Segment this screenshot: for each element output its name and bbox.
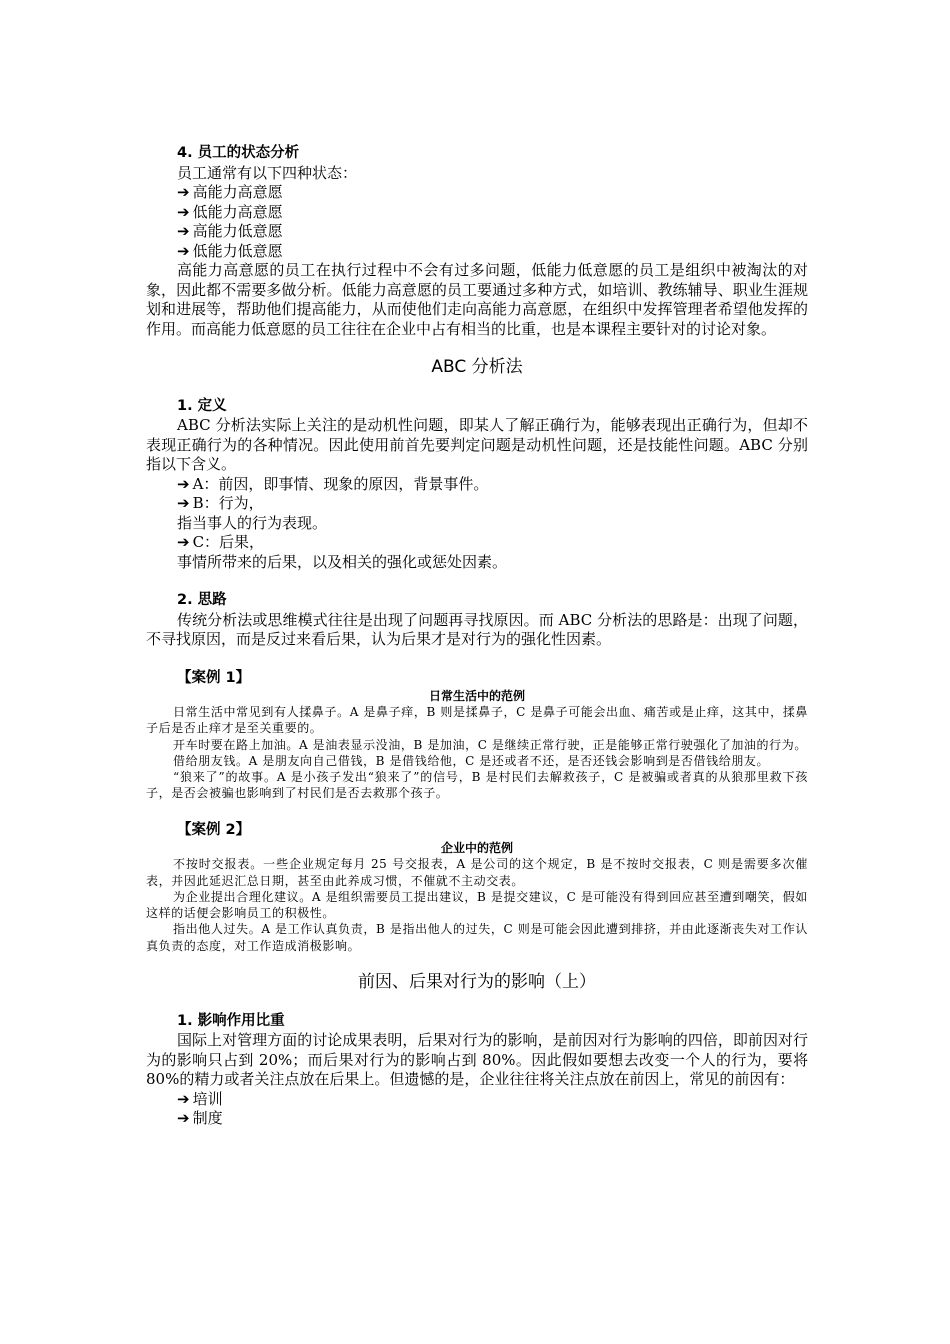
arrow-icon: ➔ [177, 1089, 190, 1108]
paragraph-idea: 传统分析法或思维模式往往是出现了问题再寻找原因。而 ABC 分析法的思路是：出现了问题，不寻找原因，而是反过来看后果，认为后果才是对行为的强化性因素。 [146, 610, 808, 648]
case-item: 日常生活中常见到有人揉鼻子。A 是鼻子痒，B 则是揉鼻子，C 是鼻子可能会出血、痛苦或是止痒，这其中，揉鼻子后是否止痒才是至关重要的。 [146, 705, 808, 736]
arrow-icon: ➔ [177, 474, 190, 493]
arrow-icon: ➔ [177, 494, 190, 512]
paragraph-influence: 国际上对管理方面的讨论成果表明，后果对行为的影响，是前因对行为影响的四倍，即前因对行为的影响只占到 20%；而后果对行为的影响占到 80%。因此假如要想去改变一个人的行为，要将 80%的精力或者关注点放在后果上。但遗憾的是，企业往往将关注点放在前因上，常见的前因有： [146, 1031, 808, 1089]
document-page [146, 144, 808, 1129]
arrow-icon: ➔ [177, 202, 190, 221]
heading-definition: 1. 定义 [177, 397, 227, 414]
line-b-detail: 指当事人的行为表现。 [177, 513, 328, 532]
paragraph-definition: ABC 分析法实际上关注的是动机性问题，即某人了解正确行为，能够表现出正确行为，但却不表现正确行为的各种情况。因此使用前首先要判定问题是动机性问题，还是技能性问题。ABC 分别指以下含义。 [146, 416, 808, 473]
case-item: “狼来了”的故事。A 是小孩子发出“狼来了”的信号，B 是村民们去解救孩子，C 是被骗或者真的从狼那里救下孩子，是否会被骗也影响到了村民们是否去救那个孩子。 [146, 770, 808, 801]
case-title-1: 日常生活中的范例 [428, 689, 525, 703]
arrow-icon: ➔ [177, 222, 190, 240]
bullet-item: ➔ 培训 [177, 1089, 223, 1108]
paragraph-employee-status: 高能力高意愿的员工在执行过程中不会有过多问题，低能力低意愿的员工是组织中被淘汰的对象，因此都不需要多做分析。低能力高意愿的员工要通过多种方式，如培训、教练辅导、职业生涯规划和进展等，帮助他们提高能力，从而使他们走向高能力高意愿，在组织中发挥管理者希望他发挥的作用。而高能力低意愿的员工往往在企业中占有相当的比重，也是本课程主要针对的讨论对象。 [146, 261, 808, 338]
case-item: 不按时交报表。一些企业规定每月 25 号交报表，A 是公司的这个规定，B 是不按时交报表，C 则是需要多次催表，并因此延迟汇总日期，甚至由此养成习惯，不催就不主动交表。 [146, 857, 808, 888]
bullet-item: ➔ 低能力低意愿 [177, 241, 283, 260]
arrow-icon: ➔ [177, 183, 190, 201]
case-title-2: 企业中的范例 [440, 841, 513, 856]
bullet-item: ➔ 低能力高意愿 [177, 202, 283, 221]
bullet-item: ➔ 制度 [177, 1109, 223, 1128]
case-item: 开车时要在路上加油。A 是油表显示没油，B 是加油，C 是继续正常行驶，正是能够正常行驶强化了加油的行为。 [173, 737, 807, 752]
heading-employee-status: 4. 员工的状态分析 [177, 145, 300, 161]
case-label-1: 【案例 1】 [177, 669, 251, 686]
heading-idea: 2. 思路 [177, 592, 227, 608]
heading-influence-ratio: 1. 影响作用比重 [177, 1012, 285, 1029]
section-title-abc: ABC 分析法 [431, 357, 523, 377]
case-label-2: 【案例 2】 [177, 821, 251, 838]
bullet-item-a: ➔ A：前因，即事情、现象的原因，背景事件。 [177, 474, 489, 493]
bullet-item: ➔ 高能力低意愿 [177, 222, 283, 240]
arrow-icon: ➔ [177, 1109, 190, 1128]
intro-line: 员工通常有以下四种状态： [177, 163, 358, 182]
case-item: 借给朋友钱。A 是朋友向自己借钱，B 是借钱给他，C 是还或者不还，是否还钱会影响到是否借钱给朋友。 [173, 753, 770, 768]
arrow-icon: ➔ [177, 241, 190, 260]
case-item: 指出他人过失。A 是工作认真负责，B 是指出他人的过失，C 则是可能会因此遭到排挤，并由此逐渐丧失对工作认真负责的态度，对工作造成消极影响。 [146, 922, 808, 953]
line-c-detail: 事情所带来的后果，以及相关的强化或惩处因素。 [177, 552, 508, 571]
bullet-item-c: ➔ C：后果， [177, 533, 265, 551]
section-title-influence: 前因、后果对行为的影响（上） [358, 972, 596, 993]
bullet-item: ➔ 高能力高意愿 [177, 183, 283, 201]
bullet-item-b: ➔ B：行为， [177, 494, 264, 512]
arrow-icon: ➔ [177, 533, 190, 551]
case-item: 为企业提出合理化建议。A 是组织需要员工提出建议，B 是提交建议，C 是可能没有得到回应甚至遭到嘲笑，假如这样的话便会影响员工的积极性。 [146, 889, 808, 921]
